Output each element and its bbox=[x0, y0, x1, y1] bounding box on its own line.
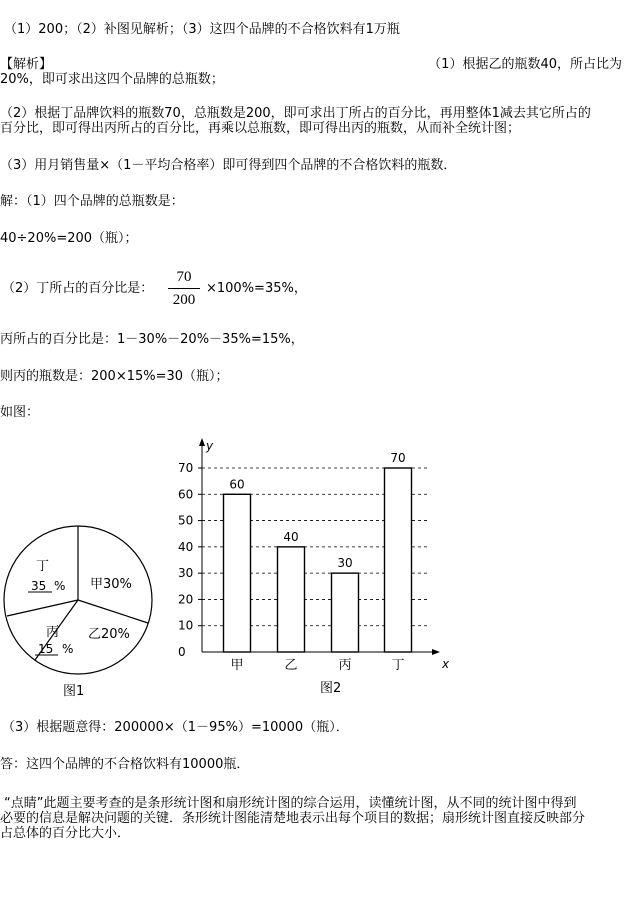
x-category-label: 乙 bbox=[284, 658, 298, 673]
x-category-label: 丙 bbox=[338, 658, 352, 673]
y-tick-label: 10 bbox=[178, 618, 194, 633]
bar-value-label: 70 bbox=[390, 451, 406, 465]
analysis-p2-line1: （2）根据丁品牌饮料的瓶数70，总瓶数是200，即可求出丁所占的百分比，再用整体1减去其它所占的 bbox=[0, 106, 591, 121]
pie-caption: 图1 bbox=[63, 684, 85, 699]
fraction-70-over-200 bbox=[168, 268, 200, 309]
bar-value-label: 60 bbox=[229, 477, 245, 492]
solution-step3: （3）根据题意得：200000×（1－95%）=10000（瓶）． bbox=[2, 720, 349, 735]
pie-slice-unit-ding: % bbox=[54, 579, 66, 593]
pie-radius-right bbox=[78, 600, 148, 623]
answer-summary: （1）200；（2）补图见解析；（3）这四个品牌的不合格饮料有1万瓶 bbox=[4, 22, 400, 37]
solution-answer: 答：这四个品牌的不合格饮料有10000瓶． bbox=[0, 757, 250, 772]
y-tick-label: 0 bbox=[178, 645, 186, 659]
pie-slice-unit-bing: % bbox=[62, 642, 74, 656]
pie-chart bbox=[0, 520, 160, 700]
solution-bing-percent: 丙所占的百分比是：1－30%－20%－35%=15%， bbox=[0, 332, 304, 347]
bar-丙 bbox=[332, 573, 359, 652]
fraction-numerator: 70 bbox=[176, 269, 192, 285]
pie-slice-name-ding: 丁 bbox=[36, 559, 50, 574]
solution-as-figure: 如图： bbox=[0, 405, 40, 420]
bar-乙 bbox=[278, 547, 305, 652]
x-category-labels bbox=[230, 658, 404, 673]
bars bbox=[224, 451, 412, 652]
pie-slice-name-bing: 丙 bbox=[46, 625, 60, 640]
y-tick-label: 50 bbox=[178, 513, 194, 528]
y-tick-label: 60 bbox=[178, 487, 194, 502]
pie-slice-pct-ding: 35 bbox=[31, 579, 47, 593]
pie-slice-pct-bing: 15 bbox=[38, 642, 54, 656]
x-axis-label: x bbox=[442, 657, 450, 671]
x-category-label: 甲 bbox=[230, 658, 244, 673]
solution-bing-count: 则丙的瓶数是：200×15%=30（瓶）； bbox=[0, 369, 229, 384]
comment-line2: 必要的信息是解决问题的关键．条形统计图能清楚地表示出每个项目的数据；扇形统计图直接反映部分 bbox=[0, 811, 586, 826]
analysis-heading: 【解析】 bbox=[0, 57, 53, 72]
pie-slice-label-yi: 乙20% bbox=[88, 627, 130, 642]
analysis-p3: （3）用月销售量×（1－平均合格率）即可得到四个品牌的不合格饮料的瓶数． bbox=[0, 158, 457, 173]
comment-line1: “点睛”此题主要考查的是条形统计图和扇形统计图的综合运用，读懂统计图，从不同的统计图中得到 bbox=[4, 796, 577, 811]
solution-step2-suffix: ×100%=35%， bbox=[206, 281, 307, 296]
fraction-denominator: 200 bbox=[172, 292, 196, 308]
fraction-bar bbox=[168, 288, 200, 289]
solution-intro: 解：（1）四个品牌的总瓶数是： bbox=[0, 194, 184, 209]
bar-丁 bbox=[385, 468, 412, 652]
y-tick-label: 40 bbox=[178, 539, 194, 554]
bar-value-label: 30 bbox=[337, 556, 353, 571]
y-tick-label: 20 bbox=[178, 592, 194, 607]
x-category-label: 丁 bbox=[391, 658, 405, 673]
analysis-p2-line2: 百分比，即可得出丙所占的百分比，再乘以总瓶数，即可得出丙的瓶数，从而补全统计图； bbox=[0, 121, 521, 136]
y-axis-arrow bbox=[199, 438, 205, 446]
y-tick-labels bbox=[178, 461, 193, 659]
y-tick-label: 30 bbox=[178, 566, 194, 581]
solution-calc1: 40÷20%=200（瓶）； bbox=[0, 231, 138, 246]
bar-chart bbox=[170, 430, 460, 700]
bar-value-label: 40 bbox=[283, 529, 299, 544]
y-axis-label: y bbox=[206, 439, 214, 453]
solution-step2-prefix: （2）丁所占的百分比是： bbox=[2, 281, 154, 296]
pie-slice-label-jia: 甲30% bbox=[90, 577, 132, 592]
comment-line3: 占总体的百分比大小． bbox=[0, 826, 131, 841]
bar-caption: 图2 bbox=[320, 681, 342, 696]
pie-radius-left bbox=[7, 600, 78, 616]
bar-甲 bbox=[224, 494, 251, 652]
analysis-p1-left: 20%，即可求出这四个品牌的总瓶数； bbox=[0, 72, 224, 87]
analysis-p1-right: （1）根据乙的瓶数40，所占比为 bbox=[428, 57, 622, 72]
y-tick-label: 70 bbox=[178, 461, 194, 475]
x-axis-arrow bbox=[432, 649, 440, 655]
